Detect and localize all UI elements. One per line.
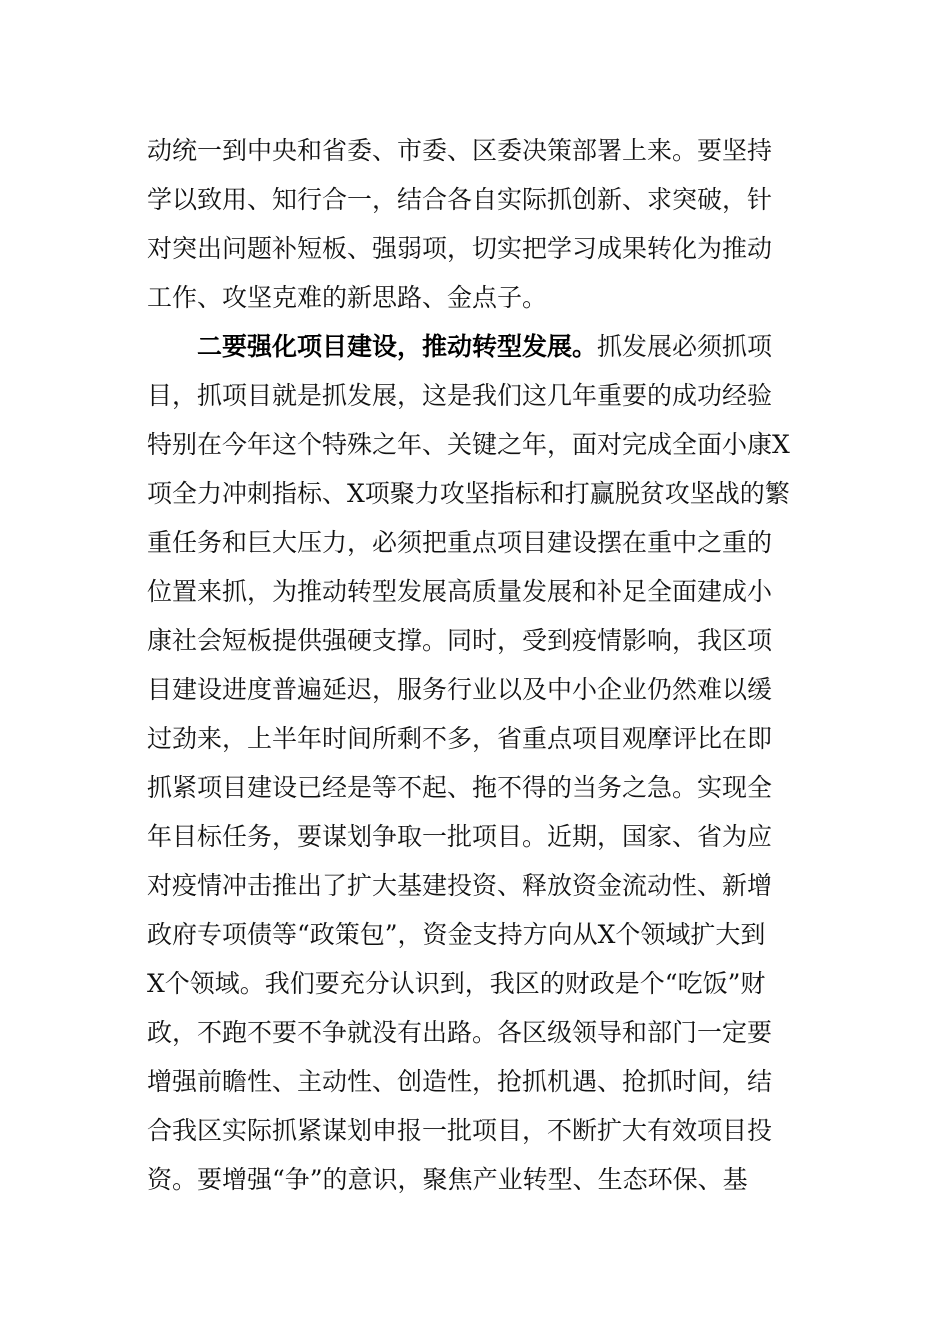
body-text-line: 学以致用、知行合一，结合各自实际抓创新、求突破，针 [147,185,773,214]
body-text-line: 位置来抓，为推动转型发展高质量发展和补足全面建成小 [147,577,773,606]
body-text-line: 合我区实际抓紧谋划申报一批项目，不断扩大有效项目投 [147,1116,773,1145]
body-text-line: 目建设进度普遍延迟，服务行业以及中小企业仍然难以缓 [147,675,773,704]
body-text-line: 政，不跑不要不争就没有出路。各区级领导和部门一定要 [147,1018,773,1047]
body-text-line: 政府专项债等“政策包”，资金支持方向从X个领域扩大到 [147,920,766,949]
body-text-line: 重任务和巨大压力，必须把重点项目建设摆在重中之重的 [147,528,773,557]
body-text-line: 增强前瞻性、主动性、创造性，抢抓机遇、抢抓时间，结 [147,1067,773,1096]
body-text-line: 康社会短板提供强硬支撑。同时，受到疫情影响，我区项 [147,626,773,655]
body-text-line: 资。要增强“争”的意识，聚焦产业转型、生态环保、基 [147,1165,748,1194]
body-text-line: 年目标任务，要谋划争取一批项目。近期，国家、省为应 [147,822,773,851]
body-text-line: 动统一到中央和省委、市委、区委决策部署上来。要坚持 [147,136,773,165]
body-text-line: 特别在今年这个特殊之年、关键之年，面对完成全面小康X [147,430,790,459]
body-text-segment: 抓发展必须抓项 [597,332,773,361]
body-text-line: 对突出问题补短板、强弱项，切实把学习成果转化为推动 [147,234,773,263]
body-text-line: 抓紧项目建设已经是等不起、拖不得的当务之急。实现全 [147,773,773,802]
body-text-line: 目，抓项目就是抓发展，这是我们这几年重要的成功经验 [147,381,773,410]
body-text-line: 过劲来，上半年时间所剩不多，省重点项目观摩评比在即 [147,724,773,753]
body-text-line: 工作、攻坚克难的新思路、金点子。 [147,283,548,312]
body-text-line: 对疫情冲击推出了扩大基建投资、释放资金流动性、新增 [147,871,773,900]
section-heading: 二要强化项目建设，推动转型发展。 [197,332,598,361]
body-text-line: X个领域。我们要充分认识到，我区的财政是个“吃饭”财 [147,969,766,998]
body-text-line: 项全力冲刺指标、X项聚力攻坚指标和打赢脱贫攻坚战的繁 [147,479,790,508]
section-heading-line [197,327,807,367]
